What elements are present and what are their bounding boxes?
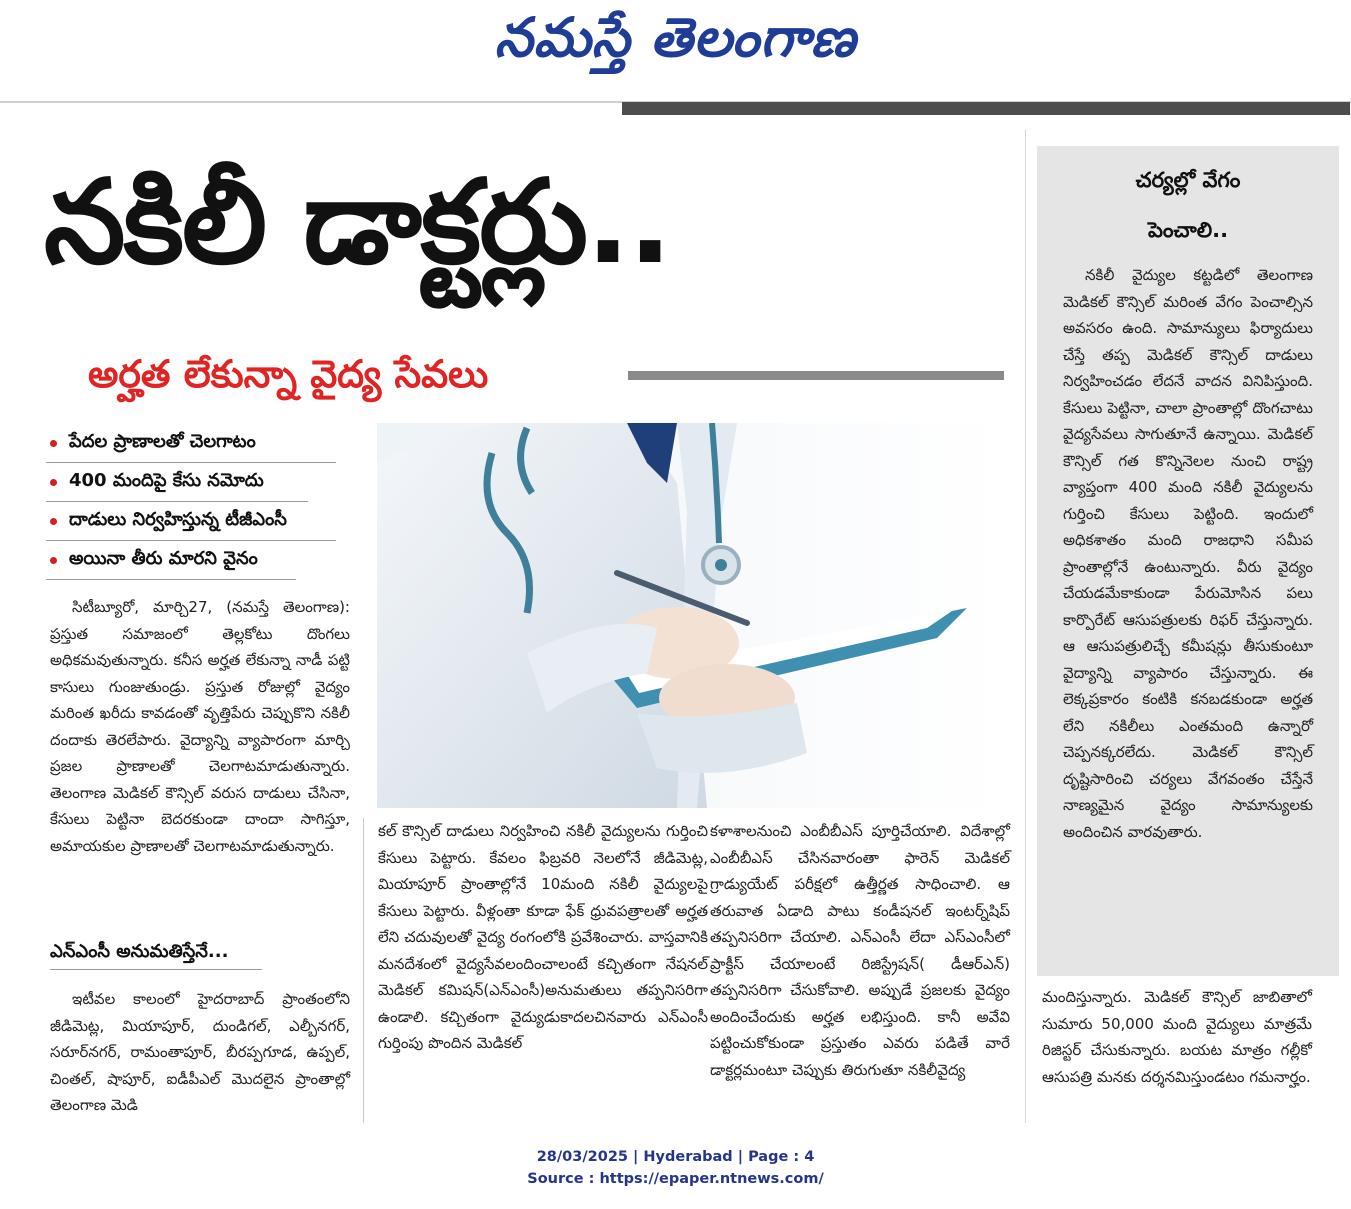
article-column-3 xyxy=(710,818,1010,1083)
article-paragraph: సిటీబ్యూరో, మార్చి27, (నమస్తే తెలంగాణ): ప్రస్తుత సమాజంలో తెల్లకోటు దొంగలు అధికమవుతున్నారు. కనీస అర్హత లేకున్నా నాడీ పట్టి కాసులు గుంజుతుండ్రు. ప్రస్తుత రోజుల్లో వైద్యం మరింత ఖరీదు కావడంతో వృత్తిపేరు చెప్పుకొని నకిలీ దందాకు తెరలేపారు. వైద్యాన్ని వ్యాపారంగా మార్చి ప్రజల ప్రాణాలతో చెలగాటమాడుతున్నారు. తెలంగాణ మెడికల్ కౌన్సిల్ వరుస దాడులు చేసినా, కేసులు పెట్టినా బెదరకుండా దాందా సాగిస్తూ, అమాయకుల ప్రాణాలతో చెలగాటమాడుతున్నారు. xyxy=(50,598,350,855)
article-paragraph: మందిస్తున్నారు. మెడికల్ కౌన్సిల్ జాబితాలో సుమారు 50,000 మంది వైద్యులు మాత్రమే రిజిస్టర్ చేసుకున్నారు. బయట మాత్రం గల్లీకో ఆసుపత్రి మనకు దర్శనమిస్తుండటం గమనార్హం. xyxy=(1042,988,1312,1086)
highlight-text: దాడులు నిర్వహిస్తున్న టీజీఎంసీ xyxy=(69,508,287,530)
article-paragraph: కల్ కౌన్సిల్ దాడులు నిర్వహించి నకిలీ వైద్యులను గుర్తించి కేసులు పెట్టారు. కేవలం ఫిబ్రవరి నెలలోనే జీడిమెట్ల, మియాపూర్ ప్రాంతాల్లోనే 10మంది నకిలీ వైద్యులపై కేసులు పెట్టారు. వీళ్లంతా కూడా ఫేక్ ధ్రువపత్రాలతో అర్హత లేని చదువులతో వైద్య రంగంలోకి ప్రవేశించారు. వాస్తవానికి మనదేశంలో వైద్యసేవలందించాలంటే కచ్చితంగా నేషనల్ మెడికల్ కమిషన్(ఎన్ఎంసీ)అనుమతులు తప్పనిసరిగా ఉండాలి. కచ్చితంగా వైద్యుడుకాదలచినవారు ఎన్ఎంసీ గుర్తింపు పొందిన మెడికల్ xyxy=(378,822,708,1052)
sidebar-column xyxy=(1063,262,1313,845)
masthead-accent-bar xyxy=(622,102,1350,115)
newspaper-title: నమస్తే తెలంగాణ xyxy=(494,6,857,69)
article-column-1-continued xyxy=(50,986,350,1119)
article-headline: నకిలీ డాక్టర్లు.. xyxy=(44,155,671,290)
bullet-dot-icon xyxy=(50,518,57,525)
article-paragraph: ఇటీవల కాలంలో హైదరాబాద్ ప్రాంతంలోని జీడిమెట్ల, మియాపూర్, దుండిగల్, ఎల్బీనగర్, సరూర్‌నగర్, రామంతాపూర్, బీరప్పగూడ, ఉప్పల్, చింతల్, షాపూర్, ఐడీపీఎల్ మొదలైన ప్రాంతాల్లో తెలంగాణ మెడి xyxy=(50,990,350,1114)
article-column-1 xyxy=(50,594,350,859)
doctor-illustration xyxy=(377,423,1004,808)
highlight-text: 400 మందిపై కేసు నమోదు xyxy=(69,469,264,491)
article-column-2 xyxy=(378,818,708,1057)
sidebar-heading xyxy=(1037,160,1339,250)
column-divider xyxy=(363,818,364,1123)
highlight-text: పేదల ప్రాణాలతో చెలగాటం xyxy=(69,430,256,452)
sidebar-paragraph: నకిలీ వైద్యుల కట్టడిలో తెలంగాణ మెడికల్ కౌన్సిల్ మరింత వేగం పెంచాల్సిన అవసరం ఉంది. సామాన్యులు ఫిర్యాదులు చేస్తే తప్ప మెడికల్ కౌన్సిల్ దాడులు నిర్వహించడం లేదనే వాదన వినిపిస్తుంది. కేసులు పెట్టినా, చాలా ప్రాంతాల్లో దొంగచాటు వైద్యసేవలు సాగుతూనే ఉన్నాయి. మెడికల్ కౌన్సిల్ గత కొన్నినెలల నుంచి రాష్ట్ర వ్యాప్తంగా 400 మంది నకిలీ వైద్యులను గుర్తించి కేసులు పెట్టింది. ఇందులో అధికశాతం మంది రాజధాని సమీప ప్రాంతాల్లోనే ఉంటున్నారు. వీరు వైద్యం చేయడమేకాకుండా పేరుమోసిన పలు కార్పొరేట్ ఆసుపత్రులకు రిఫర్ చేస్తున్నారు. ఆ ఆసుపత్రులిచ్చే కమీషన్లు తీసుకుంటూ వైద్యాన్ని వ్యాపారం చేస్తున్నారు. ఈ లెక్కప్రకారం కంటికి కనబడకుండా అర్హత లేని నకిలీలు ఎంతమంది ఉన్నారో చెప్పనక్కరలేదు. మెడికల్ కౌన్సిల్ దృష్టిసారించి చర్యలు వేగవంతం చేస్తేనే నాణ్యమైన వైద్యం సామాన్యులకు అందించిన వారవుతారు. xyxy=(1063,266,1313,841)
bullet-dot-icon xyxy=(50,479,57,486)
bullet-dot-icon xyxy=(50,440,57,447)
section-heading: ఎన్ఎంసీ అనుమతిస్తేనే... xyxy=(50,938,262,970)
source-link[interactable]: Source : https://epaper.ntnews.com/ xyxy=(527,1171,824,1187)
sidebar-divider xyxy=(1025,130,1026,1123)
highlights-list xyxy=(46,424,346,580)
article-subheadline: అర్హత లేకున్నా వైద్య సేవలు xyxy=(88,352,489,396)
highlight-item xyxy=(46,424,336,463)
doctor-photo xyxy=(377,423,1004,808)
highlight-item xyxy=(46,541,296,580)
chestpiece-center xyxy=(715,559,727,571)
highlight-item xyxy=(46,502,336,541)
subheadline-rule xyxy=(628,371,1004,380)
sidebar-heading-line: చర్యల్లో వేగం xyxy=(1135,168,1241,192)
highlight-item xyxy=(46,463,308,502)
bullet-dot-icon xyxy=(50,557,57,564)
article-paragraph: కళాశాలనుంచి ఎంబీబీఎస్ పూర్తిచేయాలి. విదేశాల్లో ఎంబీబీఎస్ చేసినవారంతా ఫారెన్ మెడికల్ గ్రాడ్యుయేట్ పరీక్షలో ఉత్తీర్ణత సాధించాలి. ఆ తరువాత ఏడాది పాటు కండీషనల్ ఇంటర్న్‌షిప్ తప్పనిసరిగా చేయాలి. ఎన్ఎంసీ లేదా ఎస్ఎంసీలో ప్రాక్టీస్ చేయాలంటే రిజిస్ట్రేషన్( డీఆర్ఎన్) తప్పనిసరిగా చేసుకోవాలి. అప్పుడే ప్రజలకు వైద్యం అందించేందుకు అర్హత లభిస్తుంది. కానీ అవేవి పట్టించుకోకుండా ప్రస్తుతం ఎవరు పడితే వారే డాక్టర్లమంటూ చెప్పుకు తిరుగుతూ నకిలీవైద్య xyxy=(710,822,1010,1079)
sidebar-heading-line: పెంచాలి.. xyxy=(1147,218,1229,242)
article-column-4 xyxy=(1042,984,1312,1090)
publication-info: 28/03/2025 | Hyderabad | Page : 4 xyxy=(536,1149,815,1165)
highlight-text: అయినా తీరు మారని వైనం xyxy=(69,547,258,569)
masthead xyxy=(0,0,1351,100)
